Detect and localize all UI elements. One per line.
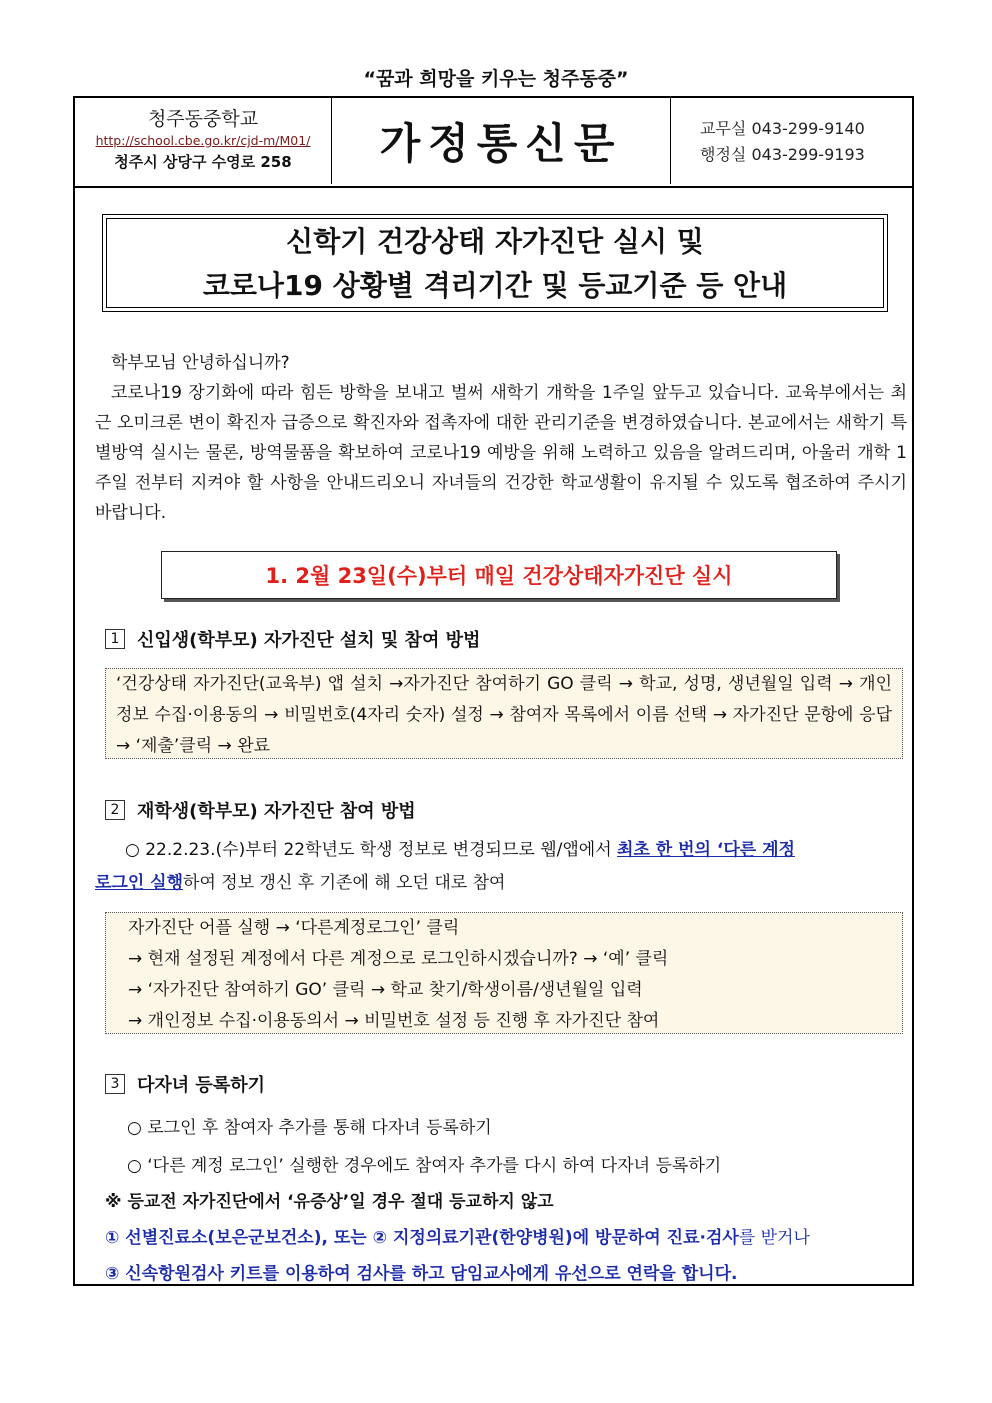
sub2-highlight-2: 로그인 실행	[95, 873, 184, 893]
sub3-number: 3	[105, 1074, 125, 1094]
main-title-line2: 코로나19 상황별 격리기간 및 등교기준 등 안내	[202, 269, 788, 302]
sub1-box: ‘건강상태 자가진단(교육부) 앱 설치 →자가진단 참여하기 GO 클릭 → 학교, 성명, 생년월일 입력 → 개인정보 수집·이용동의 → 비밀번호(4자리 숫자) 설정 → 참여자 목록에서 이름 선택 → 자가진단 문항에 응답 → ‘제출’클릭 → 완료	[105, 668, 903, 759]
warning-note-2a: ① 선별진료소(보은군보건소), 또는 ② 지정의료기관(한양병원)에 방문하여 진료·검사	[105, 1228, 739, 1248]
sub2-title: 재학생(학부모) 자가진단 참여 방법	[137, 801, 416, 822]
newsletter-frame	[73, 96, 914, 1286]
school-name: 청주동중학교	[147, 108, 259, 130]
sub1-title: 신입생(학부모) 자가진단 설치 및 참여 방법	[137, 630, 481, 651]
warning-note-2	[105, 1223, 810, 1248]
contact-office: 교무실 043-299-9140	[700, 119, 865, 138]
sub2-box-line: → 개인정보 수집·이용동의서 → 비밀번호 설정 등 진행 후 자가진단 참여	[128, 1011, 660, 1031]
contact-admin: 행정실 043-299-9193	[700, 145, 865, 164]
motto: “꿈과 희망을 키우는 청주동중”	[363, 68, 629, 90]
warning-note-2b: 를 받거나	[738, 1228, 810, 1248]
greeting: 학부모님 안녕하십니까?	[111, 353, 290, 373]
school-info	[75, 98, 332, 184]
sub2-text	[95, 834, 895, 900]
sub3-item2: ○ ‘다른 계정 로그인’ 실행한 경우에도 참여자 추가를 다시 하여 다자녀 등록하기	[127, 1156, 722, 1176]
warning-note: ※ 등교전 자가진단에서 ‘유증상’일 경우 절대 등교하지 않고	[105, 1192, 554, 1212]
sub2-box-line: → 현재 설정된 계정에서 다른 계정으로 로그인하시겠습니까? → ‘예’ 클릭	[128, 949, 669, 969]
sub2-box-line: 자가진단 어플 실행 → ‘다른계정로그인’ 클릭	[128, 918, 460, 938]
sub2-heading	[105, 797, 416, 823]
sub2-number: 2	[105, 800, 125, 820]
warning-note-3: ③ 신속항원검사 키트를 이용하여 검사를 하고 담임교사에게 유선으로 연락을 합니다.	[105, 1264, 738, 1284]
sub1-heading	[105, 626, 480, 652]
header	[75, 98, 912, 188]
sub3-title: 다자녀 등록하기	[137, 1075, 265, 1096]
sub3-item1: ○ 로그인 후 참여자 추가를 통해 다자녀 등록하기	[127, 1118, 492, 1138]
sub2-box	[105, 912, 903, 1034]
sub1-number: 1	[105, 629, 125, 649]
sub2-text-b: 하여 정보 갱신 후 기존에 해 오던 대로 참여	[183, 873, 506, 893]
sub2-highlight-1: 최초 한 번의 ‘다른 계정	[617, 840, 795, 860]
main-title	[106, 218, 884, 308]
main-title-box	[102, 214, 888, 312]
sub3-heading	[105, 1071, 265, 1097]
sub2-text-a: ○ 22.2.23.(수)부터 22학년도 학생 정보로 변경되므로 웹/앱에서	[125, 840, 618, 860]
school-url-link[interactable]: http://school.cbe.go.kr/cjd-m/M01/	[95, 133, 311, 148]
sub2-box-line: → ‘자가진단 참여하기 GO’ 클릭 → 학교 찾기/학생이름/생년월일 입력	[128, 980, 643, 1000]
newsletter-title-text: 가정통신문	[379, 119, 623, 168]
section1-banner: 1. 2월 23일(수)부터 매일 건강상태자가진단 실시	[161, 551, 837, 599]
main-title-line1: 신학기 건강상태 자가진단 실시 및	[286, 225, 704, 258]
newsletter-title	[332, 98, 671, 184]
school-address: 청주시 상당구 수영로 258	[114, 153, 292, 171]
intro	[95, 348, 907, 528]
contacts	[700, 116, 865, 168]
intro-body: 코로나19 장기화에 따라 힘든 방학을 보내고 벌써 새학기 개학을 1주일 앞두고 있습니다. 교육부에서는 최근 오미크론 변이 확진자 급증으로 확진자와 접촉자에 대한 관리기준을 변경하였습니다. 본교에서는 새학기 특별방역 실시는 물론, 방역물품을 확보하여 코로나19 예방을 위해 노력하고 있음을 알려드리며, 아울러 개학 1주일 전부터 지켜야 할 사항을 안내드리오니 자녀들의 건강한 학교생활이 유지될 수 있도록 협조하여 주시기 바랍니다.	[95, 383, 907, 523]
